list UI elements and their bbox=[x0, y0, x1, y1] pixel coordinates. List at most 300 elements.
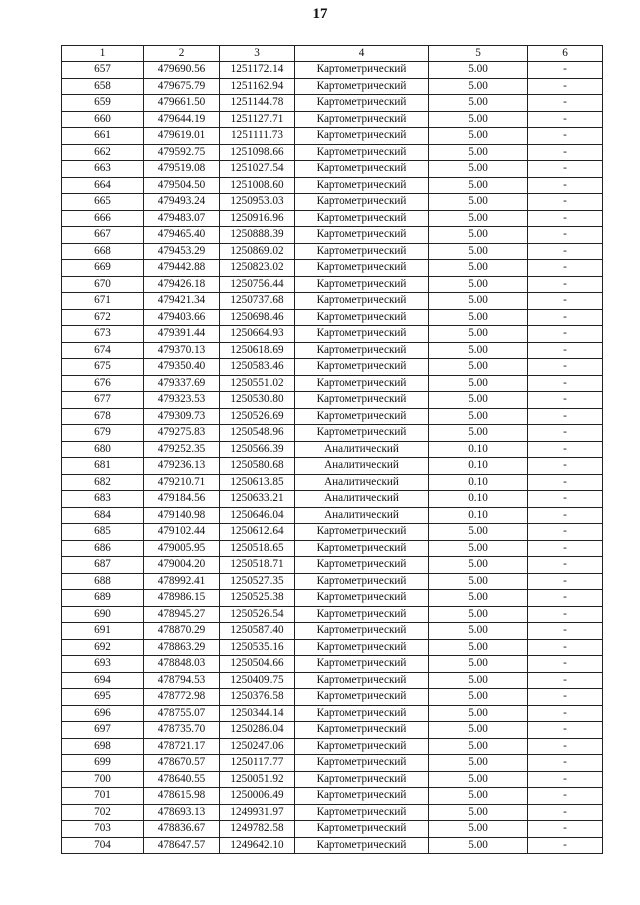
table-row bbox=[62, 62, 603, 79]
note-cell: - bbox=[528, 293, 603, 310]
note-cell: - bbox=[528, 342, 603, 359]
table-row bbox=[62, 804, 603, 821]
accuracy-cell: 5.00 bbox=[429, 326, 528, 343]
note-cell: - bbox=[528, 573, 603, 590]
accuracy-cell: 5.00 bbox=[429, 425, 528, 442]
column-header: 1 bbox=[62, 46, 144, 62]
y-coordinate-cell: 1250888.39 bbox=[220, 227, 295, 244]
method-cell: Картометрический bbox=[295, 62, 429, 79]
point-number-cell: 675 bbox=[62, 359, 144, 376]
y-coordinate-cell: 1250504.66 bbox=[220, 656, 295, 673]
y-coordinate-cell: 1250612.64 bbox=[220, 524, 295, 541]
column-header: 3 bbox=[220, 46, 295, 62]
y-coordinate-cell: 1250526.54 bbox=[220, 606, 295, 623]
table-row bbox=[62, 606, 603, 623]
accuracy-cell: 5.00 bbox=[429, 705, 528, 722]
table-row bbox=[62, 557, 603, 574]
x-coordinate-cell: 479493.24 bbox=[144, 194, 220, 211]
accuracy-cell: 5.00 bbox=[429, 672, 528, 689]
note-cell: - bbox=[528, 243, 603, 260]
y-coordinate-cell: 1250535.16 bbox=[220, 639, 295, 656]
x-coordinate-cell: 479504.50 bbox=[144, 177, 220, 194]
y-coordinate-cell: 1251008.60 bbox=[220, 177, 295, 194]
table-row bbox=[62, 144, 603, 161]
accuracy-cell: 5.00 bbox=[429, 128, 528, 145]
y-coordinate-cell: 1249642.10 bbox=[220, 837, 295, 854]
x-coordinate-cell: 479309.73 bbox=[144, 408, 220, 425]
table-row bbox=[62, 821, 603, 838]
x-coordinate-cell: 479592.75 bbox=[144, 144, 220, 161]
x-coordinate-cell: 479323.53 bbox=[144, 392, 220, 409]
x-coordinate-cell: 478992.41 bbox=[144, 573, 220, 590]
note-cell: - bbox=[528, 62, 603, 79]
method-cell: Картометрический bbox=[295, 722, 429, 739]
accuracy-cell: 5.00 bbox=[429, 639, 528, 656]
point-number-cell: 690 bbox=[62, 606, 144, 623]
method-cell: Картометрический bbox=[295, 689, 429, 706]
accuracy-cell: 5.00 bbox=[429, 738, 528, 755]
table-row bbox=[62, 540, 603, 557]
x-coordinate-cell: 479661.50 bbox=[144, 95, 220, 112]
accuracy-cell: 5.00 bbox=[429, 837, 528, 854]
method-cell: Картометрический bbox=[295, 524, 429, 541]
table-row bbox=[62, 491, 603, 508]
y-coordinate-cell: 1251172.14 bbox=[220, 62, 295, 79]
method-cell: Аналитический bbox=[295, 474, 429, 491]
note-cell: - bbox=[528, 144, 603, 161]
table-row bbox=[62, 359, 603, 376]
x-coordinate-cell: 479426.18 bbox=[144, 276, 220, 293]
accuracy-cell: 5.00 bbox=[429, 210, 528, 227]
table-row bbox=[62, 755, 603, 772]
x-coordinate-cell: 478647.57 bbox=[144, 837, 220, 854]
y-coordinate-cell: 1250580.68 bbox=[220, 458, 295, 475]
x-coordinate-cell: 479337.69 bbox=[144, 375, 220, 392]
y-coordinate-cell: 1249782.58 bbox=[220, 821, 295, 838]
y-coordinate-cell: 1250953.03 bbox=[220, 194, 295, 211]
accuracy-cell: 5.00 bbox=[429, 144, 528, 161]
point-number-cell: 658 bbox=[62, 78, 144, 95]
point-number-cell: 671 bbox=[62, 293, 144, 310]
table-row bbox=[62, 458, 603, 475]
note-cell: - bbox=[528, 821, 603, 838]
note-cell: - bbox=[528, 788, 603, 805]
method-cell: Картометрический bbox=[295, 276, 429, 293]
point-number-cell: 698 bbox=[62, 738, 144, 755]
table-row bbox=[62, 276, 603, 293]
point-number-cell: 660 bbox=[62, 111, 144, 128]
point-number-cell: 697 bbox=[62, 722, 144, 739]
x-coordinate-cell: 479005.95 bbox=[144, 540, 220, 557]
point-number-cell: 687 bbox=[62, 557, 144, 574]
method-cell: Картометрический bbox=[295, 623, 429, 640]
table-row bbox=[62, 738, 603, 755]
accuracy-cell: 5.00 bbox=[429, 392, 528, 409]
table-row bbox=[62, 95, 603, 112]
point-number-cell: 659 bbox=[62, 95, 144, 112]
method-cell: Картометрический bbox=[295, 177, 429, 194]
table-row bbox=[62, 342, 603, 359]
y-coordinate-cell: 1250756.44 bbox=[220, 276, 295, 293]
y-coordinate-cell: 1249931.97 bbox=[220, 804, 295, 821]
x-coordinate-cell: 478863.29 bbox=[144, 639, 220, 656]
point-number-cell: 688 bbox=[62, 573, 144, 590]
method-cell: Картометрический bbox=[295, 392, 429, 409]
method-cell: Картометрический bbox=[295, 144, 429, 161]
x-coordinate-cell: 479004.20 bbox=[144, 557, 220, 574]
note-cell: - bbox=[528, 260, 603, 277]
y-coordinate-cell: 1251111.73 bbox=[220, 128, 295, 145]
x-coordinate-cell: 479370.13 bbox=[144, 342, 220, 359]
method-cell: Аналитический bbox=[295, 458, 429, 475]
y-coordinate-cell: 1250548.96 bbox=[220, 425, 295, 442]
note-cell: - bbox=[528, 738, 603, 755]
method-cell: Картометрический bbox=[295, 738, 429, 755]
method-cell: Картометрический bbox=[295, 540, 429, 557]
x-coordinate-cell: 478735.70 bbox=[144, 722, 220, 739]
method-cell: Аналитический bbox=[295, 491, 429, 508]
method-cell: Картометрический bbox=[295, 573, 429, 590]
table-body bbox=[62, 62, 603, 854]
note-cell: - bbox=[528, 359, 603, 376]
point-number-cell: 668 bbox=[62, 243, 144, 260]
accuracy-cell: 5.00 bbox=[429, 62, 528, 79]
method-cell: Картометрический bbox=[295, 78, 429, 95]
table-row bbox=[62, 672, 603, 689]
point-number-cell: 680 bbox=[62, 441, 144, 458]
point-number-cell: 694 bbox=[62, 672, 144, 689]
method-cell: Картометрический bbox=[295, 326, 429, 343]
method-cell: Картометрический bbox=[295, 111, 429, 128]
x-coordinate-cell: 479184.56 bbox=[144, 491, 220, 508]
header-row bbox=[62, 46, 603, 62]
table-row bbox=[62, 78, 603, 95]
note-cell: - bbox=[528, 111, 603, 128]
x-coordinate-cell: 478986.15 bbox=[144, 590, 220, 607]
table-row bbox=[62, 524, 603, 541]
x-coordinate-cell: 478670.57 bbox=[144, 755, 220, 772]
x-coordinate-cell: 479619.01 bbox=[144, 128, 220, 145]
y-coordinate-cell: 1250518.71 bbox=[220, 557, 295, 574]
x-coordinate-cell: 478721.17 bbox=[144, 738, 220, 755]
note-cell: - bbox=[528, 705, 603, 722]
method-cell: Картометрический bbox=[295, 161, 429, 178]
accuracy-cell: 5.00 bbox=[429, 590, 528, 607]
accuracy-cell: 5.00 bbox=[429, 78, 528, 95]
x-coordinate-cell: 479483.07 bbox=[144, 210, 220, 227]
point-number-cell: 664 bbox=[62, 177, 144, 194]
y-coordinate-cell: 1250286.04 bbox=[220, 722, 295, 739]
method-cell: Картометрический bbox=[295, 804, 429, 821]
note-cell: - bbox=[528, 507, 603, 524]
table-row bbox=[62, 260, 603, 277]
table-row bbox=[62, 474, 603, 491]
note-cell: - bbox=[528, 392, 603, 409]
accuracy-cell: 0.10 bbox=[429, 507, 528, 524]
accuracy-cell: 5.00 bbox=[429, 524, 528, 541]
x-coordinate-cell: 479675.79 bbox=[144, 78, 220, 95]
note-cell: - bbox=[528, 326, 603, 343]
accuracy-cell: 5.00 bbox=[429, 309, 528, 326]
y-coordinate-cell: 1250869.02 bbox=[220, 243, 295, 260]
accuracy-cell: 5.00 bbox=[429, 111, 528, 128]
note-cell: - bbox=[528, 623, 603, 640]
point-number-cell: 701 bbox=[62, 788, 144, 805]
y-coordinate-cell: 1250376.58 bbox=[220, 689, 295, 706]
method-cell: Картометрический bbox=[295, 375, 429, 392]
method-cell: Картометрический bbox=[295, 656, 429, 673]
accuracy-cell: 5.00 bbox=[429, 821, 528, 838]
table-row bbox=[62, 375, 603, 392]
accuracy-cell: 5.00 bbox=[429, 606, 528, 623]
note-cell: - bbox=[528, 639, 603, 656]
accuracy-cell: 0.10 bbox=[429, 441, 528, 458]
y-coordinate-cell: 1250526.69 bbox=[220, 408, 295, 425]
note-cell: - bbox=[528, 458, 603, 475]
note-cell: - bbox=[528, 375, 603, 392]
y-coordinate-cell: 1251162.94 bbox=[220, 78, 295, 95]
method-cell: Аналитический bbox=[295, 507, 429, 524]
x-coordinate-cell: 479644.19 bbox=[144, 111, 220, 128]
point-number-cell: 700 bbox=[62, 771, 144, 788]
table-row bbox=[62, 590, 603, 607]
accuracy-cell: 5.00 bbox=[429, 771, 528, 788]
method-cell: Картометрический bbox=[295, 557, 429, 574]
table-row bbox=[62, 293, 603, 310]
method-cell: Картометрический bbox=[295, 639, 429, 656]
y-coordinate-cell: 1250823.02 bbox=[220, 260, 295, 277]
x-coordinate-cell: 479236.13 bbox=[144, 458, 220, 475]
table-row bbox=[62, 128, 603, 145]
x-coordinate-cell: 478945.27 bbox=[144, 606, 220, 623]
note-cell: - bbox=[528, 210, 603, 227]
point-number-cell: 681 bbox=[62, 458, 144, 475]
y-coordinate-cell: 1251144.78 bbox=[220, 95, 295, 112]
x-coordinate-cell: 479350.40 bbox=[144, 359, 220, 376]
note-cell: - bbox=[528, 755, 603, 772]
y-coordinate-cell: 1250633.21 bbox=[220, 491, 295, 508]
point-number-cell: 662 bbox=[62, 144, 144, 161]
point-number-cell: 683 bbox=[62, 491, 144, 508]
y-coordinate-cell: 1250247.06 bbox=[220, 738, 295, 755]
note-cell: - bbox=[528, 656, 603, 673]
table-row bbox=[62, 210, 603, 227]
note-cell: - bbox=[528, 177, 603, 194]
table-row bbox=[62, 771, 603, 788]
accuracy-cell: 5.00 bbox=[429, 623, 528, 640]
y-coordinate-cell: 1250551.02 bbox=[220, 375, 295, 392]
accuracy-cell: 5.00 bbox=[429, 177, 528, 194]
method-cell: Картометрический bbox=[295, 705, 429, 722]
y-coordinate-cell: 1250587.40 bbox=[220, 623, 295, 640]
y-coordinate-cell: 1251098.66 bbox=[220, 144, 295, 161]
accuracy-cell: 5.00 bbox=[429, 557, 528, 574]
y-coordinate-cell: 1251027.54 bbox=[220, 161, 295, 178]
accuracy-cell: 5.00 bbox=[429, 227, 528, 244]
table-row bbox=[62, 623, 603, 640]
x-coordinate-cell: 478870.29 bbox=[144, 623, 220, 640]
point-number-cell: 672 bbox=[62, 309, 144, 326]
y-coordinate-cell: 1250618.69 bbox=[220, 342, 295, 359]
point-number-cell: 686 bbox=[62, 540, 144, 557]
accuracy-cell: 5.00 bbox=[429, 276, 528, 293]
note-cell: - bbox=[528, 491, 603, 508]
y-coordinate-cell: 1250664.93 bbox=[220, 326, 295, 343]
point-number-cell: 670 bbox=[62, 276, 144, 293]
method-cell: Картометрический bbox=[295, 408, 429, 425]
table-row bbox=[62, 243, 603, 260]
note-cell: - bbox=[528, 408, 603, 425]
note-cell: - bbox=[528, 837, 603, 854]
accuracy-cell: 5.00 bbox=[429, 161, 528, 178]
method-cell: Картометрический bbox=[295, 128, 429, 145]
table-row bbox=[62, 639, 603, 656]
y-coordinate-cell: 1251127.71 bbox=[220, 111, 295, 128]
y-coordinate-cell: 1250583.46 bbox=[220, 359, 295, 376]
point-number-cell: 666 bbox=[62, 210, 144, 227]
method-cell: Картометрический bbox=[295, 755, 429, 772]
coordinates-table bbox=[61, 45, 603, 854]
table-row bbox=[62, 392, 603, 409]
note-cell: - bbox=[528, 441, 603, 458]
method-cell: Картометрический bbox=[295, 210, 429, 227]
y-coordinate-cell: 1250613.85 bbox=[220, 474, 295, 491]
accuracy-cell: 5.00 bbox=[429, 194, 528, 211]
accuracy-cell: 5.00 bbox=[429, 260, 528, 277]
accuracy-cell: 5.00 bbox=[429, 359, 528, 376]
point-number-cell: 695 bbox=[62, 689, 144, 706]
accuracy-cell: 5.00 bbox=[429, 573, 528, 590]
x-coordinate-cell: 479275.83 bbox=[144, 425, 220, 442]
point-number-cell: 678 bbox=[62, 408, 144, 425]
method-cell: Картометрический bbox=[295, 606, 429, 623]
point-number-cell: 673 bbox=[62, 326, 144, 343]
y-coordinate-cell: 1250525.38 bbox=[220, 590, 295, 607]
point-number-cell: 663 bbox=[62, 161, 144, 178]
x-coordinate-cell: 479102.44 bbox=[144, 524, 220, 541]
x-coordinate-cell: 479391.44 bbox=[144, 326, 220, 343]
method-cell: Картометрический bbox=[295, 309, 429, 326]
accuracy-cell: 5.00 bbox=[429, 375, 528, 392]
note-cell: - bbox=[528, 804, 603, 821]
accuracy-cell: 5.00 bbox=[429, 293, 528, 310]
point-number-cell: 661 bbox=[62, 128, 144, 145]
accuracy-cell: 5.00 bbox=[429, 755, 528, 772]
method-cell: Картометрический bbox=[295, 788, 429, 805]
y-coordinate-cell: 1250344.14 bbox=[220, 705, 295, 722]
y-coordinate-cell: 1250646.04 bbox=[220, 507, 295, 524]
point-number-cell: 702 bbox=[62, 804, 144, 821]
point-number-cell: 704 bbox=[62, 837, 144, 854]
table-row bbox=[62, 326, 603, 343]
accuracy-cell: 5.00 bbox=[429, 788, 528, 805]
point-number-cell: 679 bbox=[62, 425, 144, 442]
point-number-cell: 696 bbox=[62, 705, 144, 722]
table-row bbox=[62, 194, 603, 211]
x-coordinate-cell: 479442.88 bbox=[144, 260, 220, 277]
y-coordinate-cell: 1250051.92 bbox=[220, 771, 295, 788]
table-row bbox=[62, 111, 603, 128]
x-coordinate-cell: 479519.08 bbox=[144, 161, 220, 178]
y-coordinate-cell: 1250527.35 bbox=[220, 573, 295, 590]
accuracy-cell: 5.00 bbox=[429, 408, 528, 425]
table-row bbox=[62, 441, 603, 458]
point-number-cell: 692 bbox=[62, 639, 144, 656]
y-coordinate-cell: 1250737.68 bbox=[220, 293, 295, 310]
accuracy-cell: 5.00 bbox=[429, 243, 528, 260]
note-cell: - bbox=[528, 524, 603, 541]
note-cell: - bbox=[528, 672, 603, 689]
method-cell: Картометрический bbox=[295, 227, 429, 244]
note-cell: - bbox=[528, 590, 603, 607]
x-coordinate-cell: 479403.66 bbox=[144, 309, 220, 326]
method-cell: Картометрический bbox=[295, 590, 429, 607]
method-cell: Картометрический bbox=[295, 837, 429, 854]
note-cell: - bbox=[528, 161, 603, 178]
column-header: 4 bbox=[295, 46, 429, 62]
x-coordinate-cell: 478693.13 bbox=[144, 804, 220, 821]
method-cell: Картометрический bbox=[295, 672, 429, 689]
y-coordinate-cell: 1250698.46 bbox=[220, 309, 295, 326]
table-row bbox=[62, 573, 603, 590]
y-coordinate-cell: 1250006.49 bbox=[220, 788, 295, 805]
note-cell: - bbox=[528, 689, 603, 706]
method-cell: Картометрический bbox=[295, 194, 429, 211]
y-coordinate-cell: 1250916.96 bbox=[220, 210, 295, 227]
x-coordinate-cell: 479453.29 bbox=[144, 243, 220, 260]
point-number-cell: 674 bbox=[62, 342, 144, 359]
note-cell: - bbox=[528, 95, 603, 112]
point-number-cell: 691 bbox=[62, 623, 144, 640]
point-number-cell: 682 bbox=[62, 474, 144, 491]
note-cell: - bbox=[528, 194, 603, 211]
point-number-cell: 699 bbox=[62, 755, 144, 772]
table-row bbox=[62, 788, 603, 805]
note-cell: - bbox=[528, 606, 603, 623]
note-cell: - bbox=[528, 128, 603, 145]
note-cell: - bbox=[528, 474, 603, 491]
x-coordinate-cell: 478848.03 bbox=[144, 656, 220, 673]
column-header: 2 bbox=[144, 46, 220, 62]
table-row bbox=[62, 705, 603, 722]
note-cell: - bbox=[528, 425, 603, 442]
y-coordinate-cell: 1250518.65 bbox=[220, 540, 295, 557]
point-number-cell: 703 bbox=[62, 821, 144, 838]
method-cell: Аналитический bbox=[295, 441, 429, 458]
x-coordinate-cell: 478640.55 bbox=[144, 771, 220, 788]
table-row bbox=[62, 425, 603, 442]
accuracy-cell: 0.10 bbox=[429, 474, 528, 491]
x-coordinate-cell: 478615.98 bbox=[144, 788, 220, 805]
note-cell: - bbox=[528, 309, 603, 326]
accuracy-cell: 5.00 bbox=[429, 540, 528, 557]
table-row bbox=[62, 227, 603, 244]
page-number: 17 bbox=[312, 6, 328, 22]
method-cell: Картометрический bbox=[295, 260, 429, 277]
point-number-cell: 676 bbox=[62, 375, 144, 392]
column-header: 6 bbox=[528, 46, 603, 62]
accuracy-cell: 5.00 bbox=[429, 722, 528, 739]
point-number-cell: 667 bbox=[62, 227, 144, 244]
y-coordinate-cell: 1250530.80 bbox=[220, 392, 295, 409]
x-coordinate-cell: 478836.67 bbox=[144, 821, 220, 838]
x-coordinate-cell: 479690.56 bbox=[144, 62, 220, 79]
point-number-cell: 677 bbox=[62, 392, 144, 409]
x-coordinate-cell: 479421.34 bbox=[144, 293, 220, 310]
note-cell: - bbox=[528, 540, 603, 557]
note-cell: - bbox=[528, 78, 603, 95]
column-header: 5 bbox=[429, 46, 528, 62]
